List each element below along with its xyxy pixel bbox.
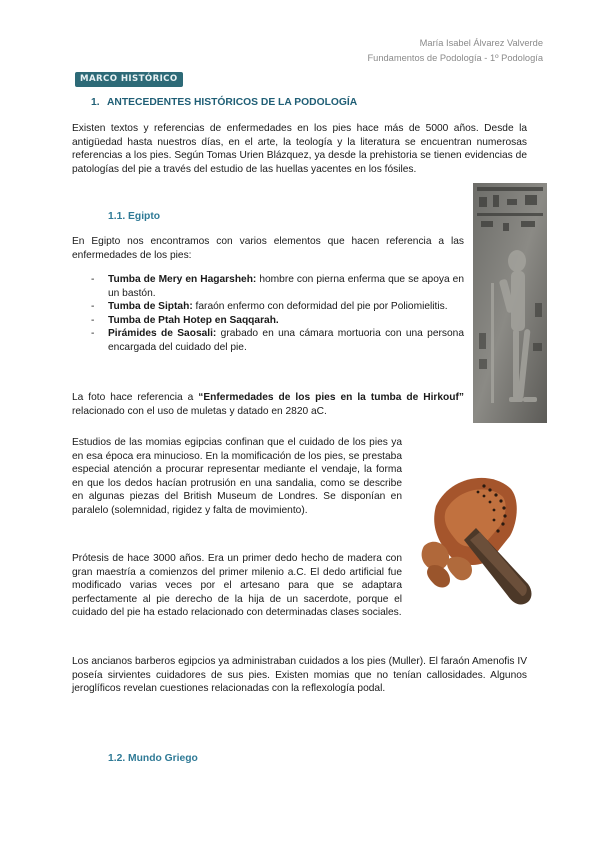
list-item-text: faraón enfermo con deformidad del pie por Poliomielitis. (192, 301, 448, 313)
prosthesis-paragraph: Prótesis de hace 3000 años. Era un primer dedo hecho de madera con gran maestría a comienzos del primer milenio a.C. El dedo artificial fue modificado varias veces por el artesano para que se adaptara perfectamente al pie derecho de la hija de un sacerdote, porque el cuidado del pie ha estado relacionado con determinadas clases sociales. (72, 553, 402, 619)
list-item-bold: Tumba de Mery en Hagarsheh: (108, 274, 257, 285)
list-item: - Tumba de Ptah Hotep en Saqqarah. (91, 314, 279, 326)
egypt-list (91, 273, 464, 355)
list-item-bold: Tumba de Siptah: (108, 301, 193, 313)
list-item-text: hombre con pierna enferma que se apoya en un bastón. (108, 274, 464, 299)
list-item-text: grabado en una cámara mortuoria con una persona encargada del cuidado del pie. (108, 328, 464, 353)
photo-caption-pre: La foto hace referencia a (72, 392, 199, 403)
relief-image-icon (473, 183, 547, 423)
list-item: - Tumba de Mery en Hagarsheh: hombre con pierna enferma que se apoya en un bastón. (91, 274, 464, 299)
heading-title: ANTECEDENTES HISTÓRICOS DE LA PODOLOGÍA (107, 97, 358, 108)
prosthetic-toe-photo (410, 436, 547, 614)
egypt-intro-paragraph: En Egipto nos encontramos con varios elementos que hacen referencia a las enfermedades de los pies: (72, 236, 464, 261)
heading-number: 1. (91, 97, 100, 108)
section-tag: MARCO HISTÓRICO (75, 72, 183, 87)
intro-paragraph: Existen textos y referencias de enfermedades en los pies hace más de 5000 años. Desde la antigüedad hasta nuestros días, en el arte, la teología y la literatura se encuentran numerosas referencias a los pies. Según Tomas Urien Blázquez, ya desde la prehistoria se tienen evidencias de patologías del pie a través del estudio de las huellas yacentes en los fósiles. (72, 123, 527, 175)
header-course: Fundamentos de Podología - 1º Podología (367, 53, 543, 63)
heading-egipto: 1.1. Egipto (108, 211, 161, 222)
list-item-bold: Tumba de Ptah Hotep en Saqqarah. (108, 314, 279, 326)
egyptian-relief-photo (473, 183, 547, 423)
list-item: - Pirámides de Saosali: grabado en una cámara mortuoria con una persona encargada del cuidado del pie. (91, 328, 464, 353)
photo-caption-bold: “Enfermedades de los pies en la tumba de Hirkouf” (198, 392, 464, 403)
heading-antecedentes (91, 97, 357, 108)
photo-caption-paragraph (72, 391, 464, 418)
list-item-bold: Pirámides de Saosali: (108, 328, 217, 340)
barbers-paragraph: Los ancianos barberos egipcios ya administraban cuidados a los pies (Muller). El faraón Amenofis IV poseía sirvientes cuidadores de sus pies. Existen momias que no tenían callosidades. Algunos jeroglíficos revelan cuestiones relacionadas con la reflexología podal. (72, 656, 527, 695)
page-header (367, 36, 543, 66)
photo-caption-post: relacionado con el uso de muletas y datado en 2820 aC. (72, 405, 327, 417)
prosthesis-image-icon (410, 436, 547, 614)
heading-mundo-griego: 1.2. Mundo Griego (108, 753, 198, 764)
header-author: María Isabel Álvarez Valverde (419, 38, 543, 48)
mummies-paragraph: Estudios de las momias egipcias confinan que el cuidado de los pies ya en esa época era minucioso. En la momificación de los pies, se prestaba especial atención a procurar representar mediante el vendaje, la forma en que los dedos hacían protrusión en una sandalia, como se describe en algunas piezas del British Museum de Londres. Se disponían en paralelo (solemnidad, rigidez y falta de movimiento). (72, 437, 402, 516)
list-item: - Tumba de Siptah: faraón enfermo con deformidad del pie por Poliomielitis. (91, 301, 448, 313)
